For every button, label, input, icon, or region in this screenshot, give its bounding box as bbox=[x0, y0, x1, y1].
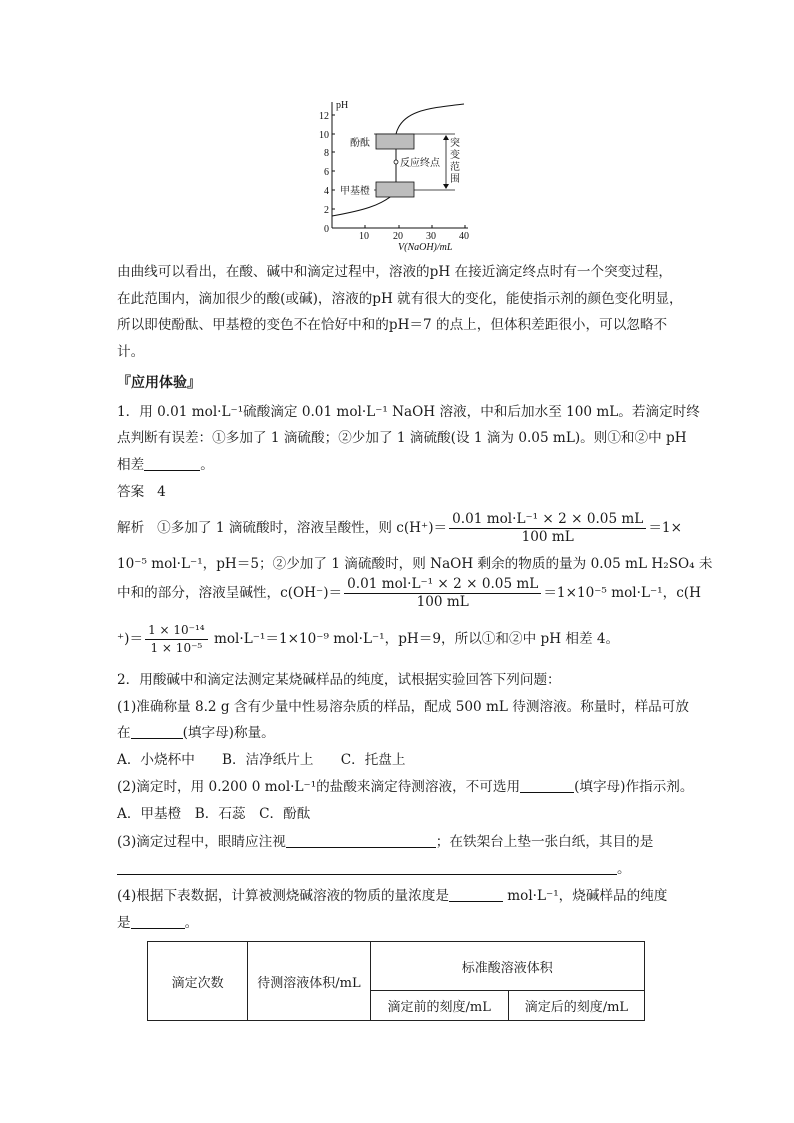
titration-curve-figure bbox=[310, 96, 490, 256]
q1-analysis-line bbox=[117, 511, 682, 546]
q1-text: 。 bbox=[200, 457, 214, 473]
fraction-numerator: 1 × 10⁻¹⁴ bbox=[145, 622, 208, 640]
explanation-line: 计。 bbox=[117, 344, 145, 360]
phenolphthalein-label: 酚酞 bbox=[350, 138, 370, 149]
x-tick-label: 40 bbox=[459, 231, 469, 242]
q1-analysis-line bbox=[117, 576, 701, 611]
explanation-line: 所以即使酚酞、甲基橙的变色不在恰好中和的pH＝7 的点上，但体积差距很小，可以忽略不 bbox=[117, 317, 668, 333]
q2-line bbox=[117, 777, 693, 797]
endpoint-marker bbox=[394, 160, 398, 164]
q2-text: ；在铁架台上垫一张白纸，其目的是 bbox=[435, 834, 654, 850]
q1-line: 点判断有误差：①多加了 1 滴硫酸；②少加了 1 滴硫酸(设 1 滴为 0.05 mL)。则①和②中 pH bbox=[117, 430, 687, 446]
q2-text: (填字母)称量。 bbox=[182, 725, 275, 741]
q2-line bbox=[117, 886, 667, 906]
x-axis-label: V(NaOH)/mL bbox=[398, 242, 453, 253]
q1-line: 1．用 0.01 mol·L⁻¹硫酸滴定 0.01 mol·L⁻¹ NaOH 溶液，中和后加水至 100 mL。若滴定时终 bbox=[117, 404, 700, 420]
y-tick-label: 10 bbox=[319, 130, 329, 141]
q1-analysis-line bbox=[117, 622, 619, 657]
analysis-text: ＝1× bbox=[648, 520, 682, 536]
q1-line bbox=[117, 455, 214, 475]
fraction-denominator: 100 mL bbox=[416, 594, 469, 610]
section-heading: 『应用体验』 bbox=[117, 375, 201, 391]
titration-data-table bbox=[147, 941, 645, 1021]
y-axis-label: pH bbox=[336, 100, 349, 111]
analysis-text: mol·L⁻¹＝1×10⁻⁹ mol·L⁻¹，pH＝9，所以①和②中 pH 相差 4。 bbox=[213, 631, 620, 647]
fraction-numerator: 0.01 mol·L⁻¹ × 2 × 0.05 mL bbox=[344, 576, 541, 594]
q2-p3-purpose-blank bbox=[117, 860, 617, 875]
y-tick-label: 4 bbox=[324, 186, 329, 197]
q2-p1-blank bbox=[131, 724, 183, 739]
q2-p1-options: A．小烧杯中 B．洁净纸片上 C．托盘上 bbox=[117, 752, 406, 768]
q2-text: (2)滴定时，用 0.200 0 mol·L⁻¹的盐酸来滴定待测溶液，不可选用 bbox=[117, 779, 521, 795]
y-tick-label: 8 bbox=[324, 148, 329, 159]
q2-p4-purity-blank bbox=[131, 914, 185, 929]
q2-line bbox=[117, 832, 653, 852]
analysis-text: ⁺)＝ bbox=[117, 631, 144, 647]
q2-line bbox=[117, 859, 631, 879]
q2-text: 在 bbox=[117, 725, 131, 741]
y-tick-label: 2 bbox=[324, 205, 329, 216]
fraction-denominator: 1 × 10⁻⁵ bbox=[150, 641, 203, 655]
q2-line bbox=[117, 723, 275, 743]
q1-answer bbox=[117, 482, 166, 502]
explanation-line: 在此范围内，滴加很少的酸(或碱)，溶液的pH 就有很大的变化，能使指示剂的颜色变化明显， bbox=[117, 291, 683, 307]
q2-text: 是 bbox=[117, 915, 131, 931]
jump-range-char: 围 bbox=[450, 174, 460, 185]
fraction-denominator: 100 mL bbox=[521, 529, 574, 545]
q2-line bbox=[117, 913, 198, 933]
fraction-numerator: 0.01 mol·L⁻¹ × 2 × 0.05 mL bbox=[449, 511, 646, 529]
q2-line: (1)准确称量 8.2 g 含有少量中性易溶杂质的样品，配成 500 mL 待测溶液。称量时，样品可放 bbox=[117, 699, 689, 715]
q2-text: 。 bbox=[617, 861, 631, 877]
y-tick-label: 12 bbox=[319, 111, 329, 122]
q1-text: 相差 bbox=[117, 457, 145, 473]
jump-range-char: 突 bbox=[450, 138, 460, 149]
q1-analysis-line: 10⁻⁵ mol·L⁻¹，pH＝5；②少加了 1 滴硫酸时，则 NaOH 剩余的物质的量为 0.05 mL H₂SO₄ 未 bbox=[117, 556, 713, 572]
x-tick-label: 30 bbox=[426, 231, 436, 242]
analysis-text: ＝1×10⁻⁵ mol·L⁻¹，c(H bbox=[543, 585, 701, 601]
jump-range-char: 变 bbox=[450, 150, 460, 161]
q2-p2-options: A．甲基橙 B．石蕊 C．酚酞 bbox=[117, 806, 311, 822]
q2-text: (4)根据下表数据，计算被测烧碱溶液的物质的量浓度是 bbox=[117, 888, 449, 904]
fraction bbox=[449, 511, 646, 546]
answer-value: 4 bbox=[157, 484, 166, 500]
q2-text: (填字母)作指示剂。 bbox=[574, 779, 694, 795]
explanation-line: 由曲线可以看出，在酸、碱中和滴定过程中，溶液的pH 在接近滴定终点时有一个突变过程， bbox=[117, 264, 673, 280]
analysis-text: ①多加了 1 滴硫酸时，溶液呈酸性，则 c(H⁺)＝ bbox=[157, 520, 448, 536]
table-header-cell: 滴定次数 bbox=[148, 942, 248, 1021]
fraction bbox=[145, 622, 208, 657]
y-tick-label: 6 bbox=[324, 167, 329, 178]
x-tick-label: 10 bbox=[359, 231, 369, 242]
q2-intro: 2．用酸碱中和滴定法测定某烧碱样品的纯度，试根据实验回答下列问题： bbox=[117, 672, 561, 688]
table-header-cell: 待测溶液体积/mL bbox=[248, 942, 370, 1021]
table-subheader-cell: 滴定前的刻度/mL bbox=[370, 991, 508, 1021]
answer-label: 答案 bbox=[117, 484, 145, 500]
section-title: 应用体验 bbox=[131, 375, 187, 391]
titration-curve bbox=[332, 104, 464, 216]
y-tick-label: 0 bbox=[324, 224, 329, 235]
x-tick-label: 20 bbox=[393, 231, 403, 242]
q2-p4-concentration-blank bbox=[449, 887, 503, 902]
phenolphthalein-range-box bbox=[376, 134, 414, 149]
q2-p3-blank bbox=[286, 833, 436, 848]
q2-text: (3)滴定过程中，眼睛应注视 bbox=[117, 834, 286, 850]
table-header-cell: 标准酸溶液体积 bbox=[370, 942, 644, 991]
jump-range-char: 范 bbox=[450, 162, 460, 173]
q1-answer-blank bbox=[144, 456, 200, 471]
analysis-text: 中和的部分，溶液呈碱性，c(OH⁻)＝ bbox=[117, 585, 343, 601]
titration-curve-svg bbox=[310, 96, 490, 256]
methyl-orange-label: 甲基橙 bbox=[340, 186, 370, 197]
table-subheader-cell: 滴定后的刻度/mL bbox=[508, 991, 644, 1021]
fraction bbox=[344, 576, 541, 611]
endpoint-label: 反应终点 bbox=[400, 158, 440, 169]
q2-text: 。 bbox=[184, 915, 199, 931]
q2-text: mol·L⁻¹，烧碱样品的纯度 bbox=[507, 888, 668, 904]
q2-p2-blank bbox=[520, 778, 574, 793]
analysis-label: 解析 bbox=[117, 520, 145, 536]
methyl-orange-range-box bbox=[376, 182, 414, 197]
